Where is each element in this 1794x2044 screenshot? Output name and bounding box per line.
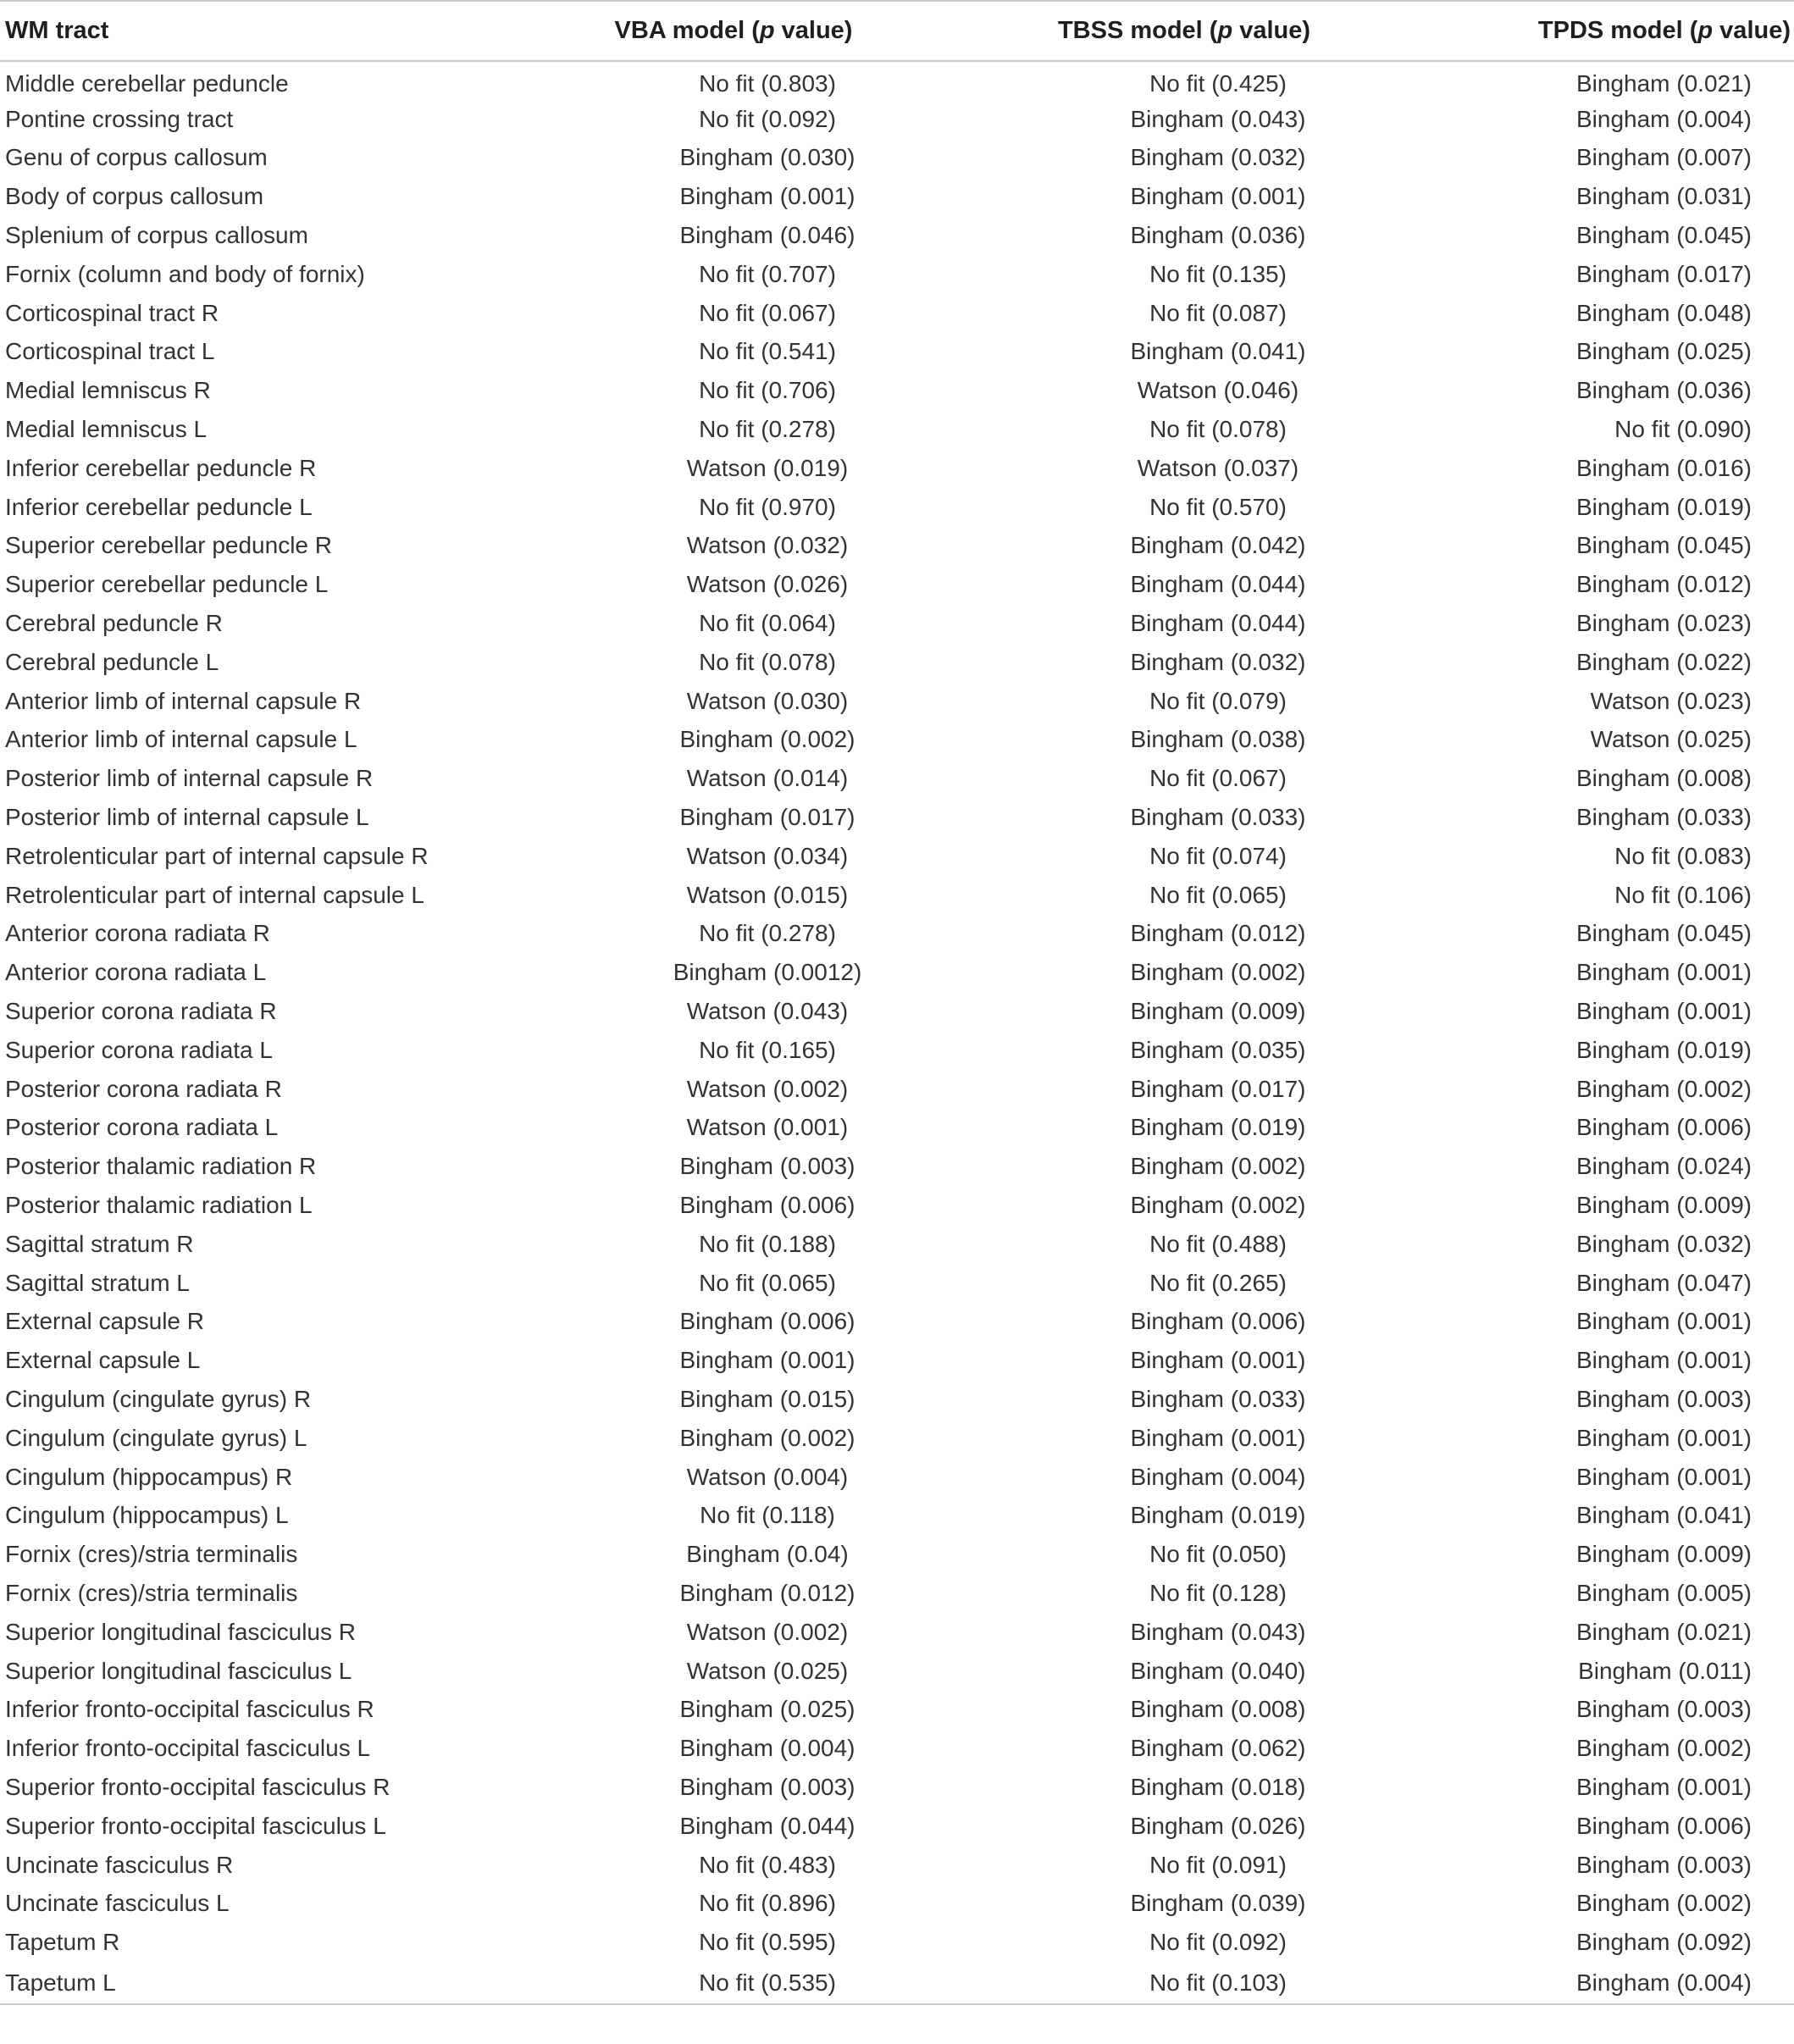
table-cell-vba: Watson (0.025) — [686, 1657, 849, 1684]
table-cell-vba: Watson (0.034) — [686, 842, 849, 869]
table-cell-tpds: Bingham (0.002) — [1575, 1890, 1752, 1917]
table-cell-tpds: No fit (0.090) — [1614, 416, 1752, 443]
table-cell-tbss: Bingham (0.039) — [1130, 1890, 1306, 1917]
table-cell-vba: Bingham (0.001) — [679, 183, 855, 210]
table-cell-tbss: Bingham (0.019) — [1130, 1114, 1306, 1141]
table-cell-wm-tract: Middle cerebellar peduncle — [5, 70, 289, 97]
table-cell-tbss: Bingham (0.004) — [1130, 1463, 1306, 1490]
table-cell-vba: No fit (0.278) — [699, 920, 836, 947]
table-cell-tbss: Bingham (0.032) — [1130, 648, 1306, 675]
table-cell-tpds: Bingham (0.016) — [1575, 454, 1752, 481]
table-cell-tbss: No fit (0.425) — [1149, 70, 1287, 97]
table-cell-tbss: Bingham (0.026) — [1130, 1812, 1306, 1839]
table-cell-wm-tract: Pontine crossing tract — [5, 105, 234, 132]
table-cell-tbss: No fit (0.078) — [1149, 416, 1287, 443]
table-cell-wm-tract: Cingulum (hippocampus) R — [5, 1463, 293, 1490]
table-cell-tbss: Bingham (0.036) — [1130, 222, 1306, 249]
table-cell-vba: No fit (0.188) — [699, 1230, 836, 1257]
table-cell-vba: Bingham (0.002) — [679, 726, 855, 753]
table-cell-tbss: Bingham (0.035) — [1130, 1036, 1306, 1063]
table-cell-tbss: Bingham (0.044) — [1130, 610, 1306, 637]
table-header — [0, 1, 1794, 61]
table-cell-tpds: Watson (0.023) — [1590, 687, 1752, 714]
table-cell-tbss: Bingham (0.062) — [1130, 1735, 1306, 1762]
table-cell-vba: No fit (0.541) — [699, 338, 836, 365]
header-tbss-prefix: TBSS model ( — [1057, 17, 1218, 44]
table-cell-wm-tract: Anterior limb of internal capsule L — [5, 726, 357, 753]
table-cell-tpds: Bingham (0.032) — [1575, 1230, 1752, 1257]
table-cell-wm-tract: Tapetum R — [5, 1929, 120, 1956]
table-body — [0, 61, 1794, 2004]
table-row — [0, 643, 1794, 682]
table-cell-tpds: Bingham (0.002) — [1575, 1735, 1752, 1762]
header-tpds-model — [1409, 1, 1794, 61]
table-cell-wm-tract: Cingulum (hippocampus) L — [5, 1502, 289, 1529]
table-cell-tbss: Bingham (0.006) — [1130, 1308, 1306, 1335]
table-cell-wm-tract: Medial lemniscus R — [5, 377, 211, 404]
table-cell-wm-tract: Retrolenticular part of internal capsule L — [5, 881, 424, 908]
header-wm-tract: WM tract — [5, 17, 109, 44]
table-row — [0, 565, 1794, 604]
table-cell-vba: No fit (0.278) — [699, 416, 836, 443]
table-cell-tbss: No fit (0.103) — [1149, 1969, 1287, 1996]
table-cell-tpds: Bingham (0.024) — [1575, 1153, 1752, 1180]
table-cell-wm-tract: Cerebral peduncle L — [5, 648, 219, 675]
table-cell-tbss: No fit (0.065) — [1149, 881, 1287, 908]
table-cell-tbss: Bingham (0.002) — [1130, 1153, 1306, 1180]
table-cell-wm-tract: Splenium of corpus callosum — [5, 222, 308, 249]
table-cell-tbss: Bingham (0.018) — [1130, 1773, 1306, 1800]
table-row — [0, 1613, 1794, 1652]
table-cell-tbss: Bingham (0.001) — [1130, 1424, 1306, 1451]
table-cell-tpds: Bingham (0.092) — [1575, 1929, 1752, 1956]
table-cell-wm-tract: Cerebral peduncle R — [5, 610, 223, 637]
table-cell-tpds: Bingham (0.007) — [1575, 144, 1752, 171]
header-vba-prefix: VBA model ( — [614, 17, 760, 44]
table-cell-wm-tract: Fornix (cres)/stria terminalis — [5, 1579, 298, 1606]
table-cell-vba: Watson (0.030) — [686, 687, 849, 714]
table-cell-tbss: Bingham (0.019) — [1130, 1502, 1306, 1529]
table-row — [0, 1303, 1794, 1342]
table-cell-vba: Bingham (0.006) — [679, 1192, 855, 1218]
table-cell-tbss: No fit (0.265) — [1149, 1269, 1287, 1296]
table-cell-vba: Bingham (0.003) — [679, 1773, 855, 1800]
table-cell-vba: Bingham (0.002) — [679, 1424, 855, 1451]
table-cell-vba: Watson (0.032) — [686, 532, 849, 559]
header-tbss-model — [959, 1, 1409, 61]
table-cell-vba: No fit (0.707) — [699, 260, 836, 287]
table-row — [0, 371, 1794, 410]
table-cell-vba: Bingham (0.030) — [679, 144, 855, 171]
table-cell-wm-tract: Anterior corona radiata L — [5, 959, 267, 986]
table-cell-vba: No fit (0.118) — [700, 1502, 835, 1529]
table-cell-tpds: Bingham (0.041) — [1575, 1502, 1752, 1529]
table-cell-vba: Bingham (0.0012) — [673, 959, 862, 986]
table-row — [0, 1225, 1794, 1264]
table-row — [0, 682, 1794, 721]
table-cell-wm-tract: Sagittal stratum R — [5, 1230, 194, 1257]
table-row — [0, 488, 1794, 527]
table-cell-tpds: Bingham (0.009) — [1575, 1541, 1752, 1568]
header-vba-p-symbol: p — [759, 17, 775, 44]
table-cell-vba: No fit (0.165) — [699, 1036, 836, 1063]
table-cell-tbss: Bingham (0.038) — [1130, 726, 1306, 753]
table-row — [0, 1419, 1794, 1458]
table-cell-wm-tract: Superior fronto-occipital fasciculus R — [5, 1773, 390, 1800]
table-cell-tbss: Bingham (0.012) — [1130, 920, 1306, 947]
table-row — [0, 1884, 1794, 1923]
table-cell-wm-tract: Corticospinal tract R — [5, 299, 219, 326]
table-cell-tpds: Bingham (0.002) — [1575, 1075, 1752, 1102]
table-cell-vba: Bingham (0.004) — [679, 1735, 855, 1762]
table-cell-wm-tract: Fornix (column and body of fornix) — [5, 260, 365, 287]
table-cell-vba: No fit (0.092) — [699, 105, 836, 132]
table-row — [0, 798, 1794, 837]
table-cell-wm-tract: Superior cerebellar peduncle R — [5, 532, 332, 559]
table-row — [0, 1535, 1794, 1574]
table-row — [0, 255, 1794, 294]
table-cell-vba: Watson (0.019) — [686, 454, 849, 481]
table-row — [0, 1070, 1794, 1109]
table-cell-vba: Watson (0.001) — [686, 1114, 849, 1141]
table-cell-vba: Watson (0.004) — [686, 1463, 849, 1490]
table-cell-tpds: Bingham (0.036) — [1575, 377, 1752, 404]
table-row — [0, 1109, 1794, 1148]
table-cell-wm-tract: Superior cerebellar peduncle L — [5, 571, 329, 598]
table-row — [0, 527, 1794, 566]
table-row — [0, 1341, 1794, 1380]
table-cell-tpds: Bingham (0.017) — [1575, 260, 1752, 287]
header-tpds-p-symbol: p — [1697, 17, 1714, 44]
table-cell-tpds: Bingham (0.045) — [1575, 222, 1752, 249]
table-cell-tpds: Bingham (0.031) — [1575, 183, 1752, 210]
table-row — [0, 837, 1794, 876]
table-row — [0, 953, 1794, 992]
table-cell-wm-tract: Inferior cerebellar peduncle L — [5, 493, 313, 520]
table-cell-tbss: No fit (0.488) — [1149, 1230, 1287, 1257]
table-cell-tbss: No fit (0.570) — [1149, 493, 1287, 520]
table-cell-tbss: Bingham (0.043) — [1130, 105, 1306, 132]
table-cell-vba: Bingham (0.003) — [679, 1153, 855, 1180]
table-cell-wm-tract: External capsule R — [5, 1308, 205, 1335]
table-cell-wm-tract: Inferior fronto-occipital fasciculus R — [5, 1696, 374, 1723]
table-cell-vba: No fit (0.803) — [699, 70, 836, 97]
table-cell-vba: Watson (0.015) — [686, 881, 849, 908]
table-cell-vba: No fit (0.896) — [699, 1890, 836, 1917]
table-cell-tpds: Bingham (0.009) — [1575, 1192, 1752, 1218]
table-cell-tbss: Bingham (0.041) — [1130, 338, 1306, 365]
table-cell-tpds: Bingham (0.003) — [1575, 1696, 1752, 1723]
table-cell-tbss: Bingham (0.044) — [1130, 571, 1306, 598]
table-cell-wm-tract: Uncinate fasciculus L — [5, 1890, 230, 1917]
table-row — [0, 100, 1794, 139]
table-cell-tbss: No fit (0.091) — [1149, 1851, 1287, 1878]
table-cell-tbss: Bingham (0.008) — [1130, 1696, 1306, 1723]
table-cell-vba: Bingham (0.025) — [679, 1696, 855, 1723]
table-cell-tpds: Bingham (0.006) — [1575, 1114, 1752, 1141]
table-cell-tbss: Bingham (0.032) — [1130, 144, 1306, 171]
table-cell-tbss: No fit (0.079) — [1149, 687, 1287, 714]
table-cell-tpds: Bingham (0.006) — [1575, 1812, 1752, 1839]
table-cell-tbss: Watson (0.037) — [1137, 454, 1299, 481]
table-cell-tpds: Bingham (0.045) — [1575, 532, 1752, 559]
table-cell-wm-tract: Superior corona radiata L — [5, 1036, 273, 1063]
table-cell-vba: No fit (0.067) — [699, 299, 836, 326]
table-cell-wm-tract: Fornix (cres)/stria terminalis — [5, 1541, 298, 1568]
table-cell-tpds: Bingham (0.003) — [1575, 1385, 1752, 1412]
table-cell-tbss: Bingham (0.033) — [1130, 804, 1306, 831]
table-cell-wm-tract: Posterior limb of internal capsule R — [5, 765, 374, 792]
table-row — [0, 1962, 1794, 2004]
table-row — [0, 61, 1794, 100]
table-cell-tbss: Bingham (0.001) — [1130, 183, 1306, 210]
table-cell-tpds: Bingham (0.019) — [1575, 493, 1752, 520]
table-cell-tpds: Bingham (0.005) — [1575, 1579, 1752, 1606]
table-cell-wm-tract: Anterior limb of internal capsule R — [5, 687, 362, 714]
table-cell-tpds: Watson (0.025) — [1590, 726, 1752, 753]
table-cell-wm-tract: Sagittal stratum L — [5, 1269, 190, 1296]
table-cell-wm-tract: Superior corona radiata R — [5, 998, 277, 1025]
table-cell-vba: Bingham (0.001) — [679, 1347, 855, 1374]
table-cell-tbss: Bingham (0.040) — [1130, 1657, 1306, 1684]
table-row — [0, 604, 1794, 643]
table-cell-tpds: Bingham (0.021) — [1575, 70, 1752, 97]
table-row — [0, 216, 1794, 255]
table-cell-tpds: No fit (0.106) — [1614, 881, 1752, 908]
table-row — [0, 1652, 1794, 1691]
table-row — [0, 1264, 1794, 1303]
table-cell-tbss: No fit (0.135) — [1149, 260, 1287, 287]
table-cell-vba: Watson (0.002) — [686, 1618, 849, 1645]
table-cell-tbss: Bingham (0.001) — [1130, 1347, 1306, 1374]
table-cell-tbss: Bingham (0.043) — [1130, 1618, 1306, 1645]
table-row — [0, 1186, 1794, 1225]
table-cell-vba: No fit (0.595) — [699, 1929, 836, 1956]
table-cell-vba: No fit (0.706) — [699, 377, 836, 404]
table-cell-vba: Bingham (0.044) — [679, 1812, 855, 1839]
table-cell-tpds: Bingham (0.033) — [1575, 804, 1752, 831]
table-cell-vba: No fit (0.064) — [699, 610, 836, 637]
table-cell-tpds: Bingham (0.001) — [1575, 998, 1752, 1025]
table-cell-tpds: Bingham (0.004) — [1575, 1969, 1752, 1996]
table-cell-tpds: Bingham (0.004) — [1575, 105, 1752, 132]
table-cell-tbss: No fit (0.050) — [1149, 1541, 1287, 1568]
table-cell-vba: Bingham (0.046) — [679, 222, 855, 249]
table-row — [0, 1458, 1794, 1497]
table-row — [0, 876, 1794, 915]
header-tpds-prefix: TPDS model ( — [1537, 17, 1698, 44]
table-cell-tbss: Bingham (0.017) — [1130, 1075, 1306, 1102]
header-vba-model — [508, 1, 959, 61]
table-cell-vba: No fit (0.535) — [699, 1969, 836, 1996]
table-cell-tbss: No fit (0.087) — [1149, 299, 1287, 326]
table-row — [0, 1846, 1794, 1885]
table-row — [0, 1031, 1794, 1070]
table-row — [0, 294, 1794, 333]
table-cell-wm-tract: External capsule L — [5, 1347, 201, 1374]
table-cell-vba: No fit (0.970) — [699, 493, 836, 520]
table-cell-vba: Bingham (0.006) — [679, 1308, 855, 1335]
table-cell-tpds: Bingham (0.001) — [1575, 1347, 1752, 1374]
table-cell-wm-tract: Posterior limb of internal capsule L — [5, 804, 369, 831]
table-row — [0, 177, 1794, 216]
table-cell-wm-tract: Cingulum (cingulate gyrus) R — [5, 1385, 312, 1412]
header-tpds-suffix: value) — [1713, 17, 1791, 44]
table-cell-vba: No fit (0.483) — [699, 1851, 836, 1878]
table-cell-wm-tract: Superior fronto-occipital fasciculus L — [5, 1812, 386, 1839]
table-cell-vba: Watson (0.002) — [686, 1075, 849, 1102]
table-cell-vba: Bingham (0.015) — [679, 1385, 855, 1412]
table-cell-tpds: Bingham (0.019) — [1575, 1036, 1752, 1063]
table-row — [0, 721, 1794, 760]
table-cell-wm-tract: Inferior fronto-occipital fasciculus L — [5, 1735, 371, 1762]
table-cell-tpds: Bingham (0.003) — [1575, 1851, 1752, 1878]
table-cell-tbss: Watson (0.046) — [1137, 377, 1299, 404]
table-cell-tpds: Bingham (0.021) — [1575, 1618, 1752, 1645]
table-cell-vba: No fit (0.078) — [699, 648, 836, 675]
table-cell-wm-tract: Body of corpus callosum — [5, 183, 264, 210]
table-cell-wm-tract: Corticospinal tract L — [5, 338, 215, 365]
table-cell-tpds: Bingham (0.001) — [1575, 1424, 1752, 1451]
table-row — [0, 1574, 1794, 1613]
table-row — [0, 1807, 1794, 1846]
table-cell-wm-tract: Cingulum (cingulate gyrus) L — [5, 1424, 307, 1451]
table-cell-tpds: Bingham (0.001) — [1575, 1308, 1752, 1335]
table-cell-tbss: No fit (0.128) — [1149, 1579, 1287, 1606]
table-row — [0, 1147, 1794, 1186]
table-row — [0, 1380, 1794, 1419]
table-cell-tpds: Bingham (0.008) — [1575, 765, 1752, 792]
table-row — [0, 992, 1794, 1031]
table-cell-tpds: Bingham (0.001) — [1575, 1773, 1752, 1800]
table-cell-tpds: Bingham (0.001) — [1575, 959, 1752, 986]
table-cell-vba: No fit (0.065) — [699, 1269, 836, 1296]
table-cell-wm-tract: Tapetum L — [5, 1969, 116, 1996]
table-row — [0, 1923, 1794, 1962]
table-cell-vba: Watson (0.014) — [686, 765, 849, 792]
table-cell-tpds: Bingham (0.012) — [1575, 571, 1752, 598]
table-row — [0, 1496, 1794, 1535]
table-cell-wm-tract: Inferior cerebellar peduncle R — [5, 454, 317, 481]
table-cell-tbss: Bingham (0.042) — [1130, 532, 1306, 559]
table-cell-tpds: Bingham (0.001) — [1575, 1463, 1752, 1490]
table-cell-wm-tract: Anterior corona radiata R — [5, 920, 270, 947]
table-cell-tpds: Bingham (0.047) — [1575, 1269, 1752, 1296]
header-tbss-p-symbol: p — [1217, 17, 1233, 44]
table-cell-wm-tract: Superior longitudinal fasciculus R — [5, 1618, 356, 1645]
table-cell-tpds: Bingham (0.023) — [1575, 610, 1752, 637]
table-row — [0, 333, 1794, 372]
table-cell-wm-tract: Retrolenticular part of internal capsule R — [5, 842, 429, 869]
table-cell-vba: Bingham (0.017) — [679, 804, 855, 831]
table-cell-tbss: No fit (0.074) — [1149, 842, 1287, 869]
table-cell-tpds: No fit (0.083) — [1614, 842, 1752, 869]
table-row — [0, 1729, 1794, 1768]
header-tbss-suffix: value) — [1232, 17, 1311, 44]
table-cell-vba: Watson (0.043) — [686, 998, 849, 1025]
table-cell-tpds: Bingham (0.045) — [1575, 920, 1752, 947]
table-cell-wm-tract: Genu of corpus callosum — [5, 144, 268, 171]
table-cell-wm-tract: Posterior corona radiata L — [5, 1114, 279, 1141]
table-cell-wm-tract: Uncinate fasciculus R — [5, 1851, 234, 1878]
table-cell-wm-tract: Posterior corona radiata R — [5, 1075, 282, 1102]
table-row — [0, 139, 1794, 178]
table-cell-tpds: Bingham (0.025) — [1575, 338, 1752, 365]
table-row — [0, 1690, 1794, 1729]
table-row — [0, 1768, 1794, 1807]
table-cell-tpds: Bingham (0.011) — [1578, 1657, 1752, 1684]
table-cell-tbss: Bingham (0.009) — [1130, 998, 1306, 1025]
table-cell-vba: Bingham (0.012) — [679, 1579, 855, 1606]
table-cell-tpds: Bingham (0.048) — [1575, 299, 1752, 326]
table-cell-wm-tract: Medial lemniscus L — [5, 416, 208, 443]
table-cell-tbss: Bingham (0.033) — [1130, 1385, 1306, 1412]
table-cell-tbss: Bingham (0.002) — [1130, 959, 1306, 986]
table-row — [0, 449, 1794, 488]
table-cell-wm-tract: Superior longitudinal fasciculus L — [5, 1657, 352, 1684]
table-cell-wm-tract: Posterior thalamic radiation L — [5, 1192, 313, 1218]
header-row — [0, 1, 1794, 61]
table-cell-wm-tract: Posterior thalamic radiation R — [5, 1153, 317, 1180]
header-vba-suffix: value) — [774, 17, 853, 44]
table-cell-tbss: No fit (0.067) — [1149, 765, 1287, 792]
table-row — [0, 410, 1794, 449]
table-cell-tbss: Bingham (0.002) — [1130, 1192, 1306, 1218]
table-cell-vba: Watson (0.026) — [686, 571, 849, 598]
table-row — [0, 915, 1794, 954]
table-row — [0, 759, 1794, 798]
table-cell-tpds: Bingham (0.022) — [1575, 648, 1752, 675]
table-cell-tbss: No fit (0.092) — [1149, 1929, 1287, 1956]
table-cell-vba: Bingham (0.04) — [686, 1541, 849, 1568]
